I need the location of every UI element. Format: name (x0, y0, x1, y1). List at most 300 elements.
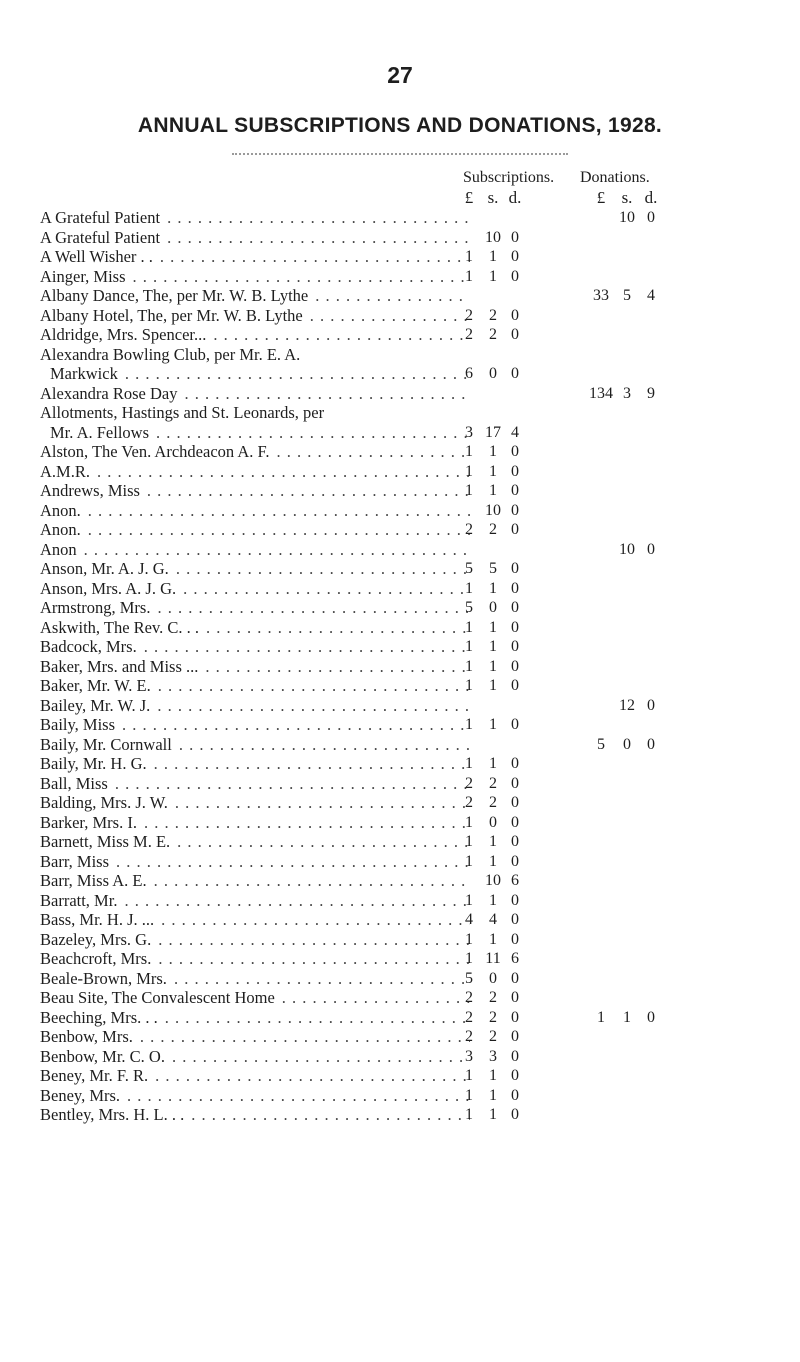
entry-name (40, 208, 470, 228)
subscription-shillings: 10 (485, 872, 501, 889)
entry-name-label: Alexandra Rose Day (40, 384, 182, 404)
subscription-pence: 0 (511, 755, 519, 772)
donation-pence (636, 462, 666, 482)
subscription-pounds: 1 (465, 638, 473, 655)
entry-name (40, 1105, 470, 1125)
entry-name (40, 715, 470, 735)
list-item (0, 520, 800, 540)
entry-name (40, 286, 470, 306)
entry-name-label: Baker, Mrs. and Miss ... (40, 657, 203, 677)
list-item (0, 676, 800, 696)
donation-pence (636, 325, 666, 345)
subscription-pounds: 3 (465, 1047, 473, 1065)
entry-name-label: Baily, Mr. H. G. (40, 754, 152, 774)
entry-name-label: Anon (40, 540, 82, 560)
subscription-pence: 0 (511, 794, 519, 811)
subscription-shillings: 10 (485, 228, 501, 246)
donation-pence (636, 228, 666, 248)
donation-pence: 0 (647, 1008, 655, 1026)
subscriptions-pence-unit: d. (508, 188, 522, 207)
subscription-shillings: 2 (489, 1008, 497, 1026)
subscription-pence: 0 (511, 774, 519, 792)
subscription-pounds: 2 (465, 989, 473, 1006)
entry-name-label: Baily, Miss (40, 715, 120, 735)
list-item (0, 910, 800, 930)
donation-shillings: 1 (623, 1008, 631, 1026)
entry-name-label: Bailey, Mr. W. J. (40, 696, 155, 716)
subscription-shillings: 2 (489, 794, 497, 811)
subscription-shillings: 0 (489, 969, 497, 987)
donation-pence (636, 637, 666, 657)
entry-name (40, 754, 470, 774)
donation-pence (636, 910, 666, 930)
subscription-pence: 0 (511, 599, 519, 616)
donation-pounds: 134 (589, 384, 613, 402)
subscription-shillings: 1 (489, 852, 497, 870)
subscription-pence: 0 (511, 1008, 519, 1026)
subscription-pence: 0 (511, 1086, 519, 1104)
subscription-pounds: 5 (465, 969, 473, 987)
entry-name-label: Benbow, Mrs. (40, 1027, 138, 1047)
entry-name (40, 559, 470, 579)
subscription-pounds: 1 (465, 852, 473, 870)
subscription-shillings: 17 (485, 423, 501, 441)
list-item (0, 657, 800, 677)
entry-name (40, 579, 470, 599)
entry-name-label: Anon. (40, 520, 86, 540)
subscription-pence: 0 (511, 716, 519, 733)
subscription-pounds: 1 (465, 1086, 473, 1104)
entry-name (40, 247, 470, 267)
donation-shillings: 12 (619, 696, 635, 714)
entry-name (40, 1086, 470, 1106)
subscriptions-pounds-unit: £ (464, 188, 474, 207)
subscription-shillings: 2 (489, 989, 497, 1006)
donation-pence (636, 676, 666, 696)
list-item (0, 247, 800, 267)
entry-name-label: Anson, Mrs. A. J. G. (40, 579, 181, 599)
subscription-shillings: 1 (489, 618, 497, 636)
donation-pence (636, 969, 666, 989)
entry-name-label: Bentley, Mrs. H. L. . . (40, 1105, 189, 1125)
list-item (0, 462, 800, 482)
entry-name (40, 813, 470, 833)
list-item (0, 423, 800, 443)
subscription-shillings: 2 (489, 326, 497, 343)
subscription-pounds: 1 (465, 813, 473, 831)
entry-name (40, 988, 470, 1008)
donation-pence (636, 871, 666, 891)
subscription-pounds: 1 (465, 443, 473, 460)
subscription-shillings: 0 (489, 813, 497, 831)
list-item (0, 384, 800, 404)
entry-name-label: Bazeley, Mrs. G. (40, 930, 156, 950)
entry-name-label: A Grateful Patient (40, 228, 165, 248)
donation-pence (636, 930, 666, 950)
subscription-pounds: 1 (465, 618, 473, 636)
subscription-pence: 0 (511, 462, 519, 480)
entry-name (40, 891, 470, 911)
subscription-pence: 0 (511, 365, 519, 382)
subscription-shillings: 1 (489, 1067, 497, 1084)
entry-name (40, 949, 470, 969)
subscription-pence: 0 (511, 969, 519, 987)
subscription-shillings: 1 (489, 833, 497, 850)
list-item (0, 403, 800, 423)
entry-name-label: Beachcroft, Mrs. (40, 949, 156, 969)
list-item (0, 793, 800, 813)
list-item (0, 598, 800, 618)
entry-name (40, 832, 470, 852)
list-item (0, 540, 800, 560)
donation-pence (636, 306, 666, 326)
entry-name-label: Andrews, Miss (40, 481, 145, 501)
donations-pounds-unit: £ (596, 188, 606, 207)
list-item (0, 208, 800, 228)
donation-pence: 0 (647, 540, 655, 558)
subscription-pence: 0 (511, 579, 519, 597)
subscription-shillings: 4 (489, 911, 497, 928)
subscription-pounds: 2 (465, 774, 473, 792)
donation-pence (636, 423, 666, 443)
subscription-pounds: 1 (465, 950, 473, 967)
list-item (0, 1027, 800, 1047)
list-item (0, 267, 800, 287)
entry-name-label: Beney, Mrs. (40, 1086, 125, 1106)
list-item (0, 481, 800, 501)
subscription-shillings: 1 (489, 579, 497, 597)
subscriptions-column-header: Subscriptions. (463, 169, 555, 186)
donation-pence (636, 579, 666, 599)
subscription-shillings: 1 (489, 443, 497, 460)
entry-name-label: Allotments, Hastings and St. Leonards, per (40, 403, 329, 422)
subscription-pounds: 1 (465, 657, 473, 675)
subscription-pounds: 1 (465, 579, 473, 597)
list-item (0, 969, 800, 989)
subscription-pence (500, 403, 530, 423)
list-item (0, 364, 800, 384)
entry-name (40, 267, 470, 287)
donation-pence (636, 618, 666, 638)
list-item (0, 306, 800, 326)
donation-pence (636, 715, 666, 735)
subscription-shillings: 1 (489, 1086, 497, 1104)
entry-name-label: Beney, Mr. F. R. (40, 1066, 153, 1086)
subscription-shillings: 2 (489, 1028, 497, 1045)
list-item (0, 988, 800, 1008)
subscription-pence: 0 (511, 657, 519, 675)
list-item (0, 228, 800, 248)
entry-name-label: Barr, Miss (40, 852, 114, 872)
entry-name-label: Barratt, Mr. (40, 891, 122, 911)
entry-name (40, 696, 470, 716)
subscription-pounds: 2 (465, 794, 473, 811)
entry-name-label: A.M.R. (40, 462, 95, 482)
title-divider (232, 153, 568, 155)
subscription-pounds: 4 (465, 911, 473, 928)
subscription-shillings: 1 (489, 638, 497, 655)
page-title: ANNUAL SUBSCRIPTIONS AND DONATIONS, 1928. (137, 114, 663, 137)
entry-name (40, 793, 470, 813)
entry-name-label: Balding, Mrs. J. W. (40, 793, 173, 813)
list-item (0, 618, 800, 638)
entry-name (40, 637, 470, 657)
entry-name (40, 481, 470, 501)
subscription-shillings: 1 (489, 248, 497, 265)
donation-pence: 4 (647, 287, 655, 304)
entry-name-label: A Well Wisher . . (40, 247, 158, 267)
donation-pence (636, 832, 666, 852)
donation-pence (636, 481, 666, 501)
list-item (0, 735, 800, 755)
list-item (0, 754, 800, 774)
donation-pence (636, 1086, 666, 1106)
donation-pounds: 1 (597, 1008, 605, 1026)
donation-pence (636, 1027, 666, 1047)
entry-name-label: Beeching, Mrs. . . (40, 1008, 163, 1028)
entry-name (40, 462, 470, 482)
entry-name (40, 364, 470, 384)
donation-pence (636, 403, 666, 423)
subscription-pounds: 1 (465, 482, 473, 499)
donation-pence (636, 364, 666, 384)
subscription-shillings: 1 (489, 677, 497, 694)
entry-name (40, 910, 470, 930)
subscription-shillings: 3 (489, 1047, 497, 1065)
donation-pence (636, 657, 666, 677)
entry-name-label: Ainger, Miss (40, 267, 131, 287)
entry-name-label: A Grateful Patient (40, 208, 165, 228)
subscription-pence: 0 (511, 443, 519, 460)
subscription-pence: 0 (511, 521, 519, 538)
donation-pence (636, 774, 666, 794)
entry-name (40, 384, 470, 404)
entry-name-label: Markwick (40, 364, 123, 384)
entry-name (40, 618, 470, 638)
subscription-pence: 6 (511, 872, 519, 889)
donation-pence (636, 813, 666, 833)
entry-name-label: Bass, Mr. H. J. ... (40, 910, 159, 930)
subscription-pounds: 2 (465, 521, 473, 538)
subscription-pence: 0 (511, 852, 519, 870)
subscription-pounds: 1 (465, 716, 473, 733)
entry-name (40, 228, 470, 248)
entry-name-label: Benbow, Mr. C. O. (40, 1047, 170, 1067)
subscription-shillings: 1 (489, 891, 497, 909)
donations-shillings-unit: s. (621, 188, 633, 207)
list-item (0, 930, 800, 950)
donation-pence (636, 559, 666, 579)
entry-name-label: Mr. A. Fellows (40, 423, 154, 443)
subscription-shillings: 1 (489, 462, 497, 480)
entry-name-label: Beau Site, The Convalescent Home (40, 988, 280, 1008)
donation-shillings: 5 (623, 287, 631, 304)
entries-list (0, 208, 800, 1125)
subscription-pence (500, 384, 530, 404)
subscription-pence: 4 (511, 423, 519, 441)
list-item (0, 286, 800, 306)
subscription-pence: 0 (511, 248, 519, 265)
entry-name (40, 1066, 470, 1086)
subscription-pence: 0 (511, 618, 519, 636)
subscription-pounds: 2 (465, 1008, 473, 1026)
entry-name-label: Barnett, Miss M. E. (40, 832, 175, 852)
entry-name-label: Alston, The Ven. Archdeacon A. F. (40, 442, 275, 462)
subscription-pence: 6 (511, 950, 519, 967)
donation-shillings: 10 (619, 209, 635, 226)
donation-pence: 9 (647, 384, 655, 402)
subscription-pounds: 2 (465, 306, 473, 324)
list-item (0, 871, 800, 891)
donation-pence (636, 267, 666, 287)
subscription-pounds: 1 (465, 462, 473, 480)
subscription-pence: 0 (511, 560, 519, 577)
subscription-pounds: 3 (465, 423, 473, 441)
donation-shillings: 0 (623, 735, 631, 753)
subscription-pounds: 1 (465, 930, 473, 948)
entry-name-label: Aldridge, Mrs. Spencer... (40, 325, 211, 345)
donation-pence (636, 793, 666, 813)
subscription-pence: 0 (511, 677, 519, 694)
subscription-pounds: 1 (465, 755, 473, 772)
subscription-pence: 0 (511, 306, 519, 324)
entry-name-label: Anon. (40, 501, 86, 521)
list-item (0, 1008, 800, 1028)
subscription-pence: 0 (511, 911, 519, 928)
subscription-pence: 0 (511, 989, 519, 1006)
entry-name-label: Albany Dance, The, per Mr. W. B. Lythe (40, 286, 313, 306)
subscription-pence (500, 696, 530, 716)
subscription-shillings: 1 (489, 657, 497, 675)
entry-name-label: Barker, Mrs. I. (40, 813, 142, 833)
list-item (0, 696, 800, 716)
donation-pence (636, 345, 666, 365)
entry-name (40, 306, 470, 326)
entry-name-label: Badcock, Mrs. (40, 637, 142, 657)
donation-shillings: 10 (619, 540, 635, 558)
subscription-pounds: 1 (465, 833, 473, 850)
entry-name (40, 403, 470, 423)
subscription-shillings: 2 (489, 306, 497, 324)
donation-pence (636, 1066, 666, 1086)
entry-name (40, 735, 470, 755)
subscription-shillings: 1 (489, 716, 497, 733)
list-item (0, 813, 800, 833)
entry-name (40, 520, 470, 540)
list-item (0, 852, 800, 872)
subscription-pence: 0 (511, 930, 519, 948)
entry-name-label: Ball, Miss (40, 774, 113, 794)
entry-name-label: Beale-Brown, Mrs. (40, 969, 172, 989)
subscriptions-shillings-unit: s. (487, 188, 499, 207)
subscription-shillings: 1 (489, 267, 497, 285)
entry-name (40, 1027, 470, 1047)
subscription-pounds: 5 (465, 599, 473, 616)
subscription-shillings: 1 (489, 930, 497, 948)
list-item (0, 774, 800, 794)
donation-pence (636, 988, 666, 1008)
donation-pounds: 5 (597, 735, 605, 753)
subscription-pence: 0 (511, 1047, 519, 1065)
list-item (0, 1047, 800, 1067)
donation-pence: 0 (647, 209, 655, 226)
entry-name (40, 345, 470, 365)
entry-name (40, 871, 470, 891)
subscription-pence (500, 286, 530, 306)
list-item (0, 832, 800, 852)
list-item (0, 715, 800, 735)
subscription-pounds: 1 (465, 677, 473, 694)
subscription-pounds: 2 (465, 326, 473, 343)
list-item (0, 949, 800, 969)
subscription-shillings: 1 (489, 755, 497, 772)
entry-name (40, 442, 470, 462)
subscription-pounds: 1 (465, 267, 473, 285)
entry-name (40, 598, 470, 618)
donation-pence (636, 247, 666, 267)
list-item (0, 442, 800, 462)
entry-name (40, 501, 470, 521)
list-item (0, 501, 800, 521)
entry-name (40, 423, 470, 443)
donation-pence (636, 754, 666, 774)
donation-pence (636, 1047, 666, 1067)
entry-name-label: Armstrong, Mrs. (40, 598, 155, 618)
subscription-pence: 0 (511, 1067, 519, 1084)
subscription-pence (500, 540, 530, 560)
entry-name-label: Baker, Mr. W. E. (40, 676, 156, 696)
donation-pence (636, 949, 666, 969)
subscription-pounds: 1 (465, 1106, 473, 1123)
entry-name (40, 540, 470, 560)
donation-shillings: 3 (623, 384, 631, 402)
subscription-pounds: 6 (465, 365, 473, 382)
entry-name-label: Baily, Mr. Cornwall (40, 735, 177, 755)
subscription-shillings: 1 (489, 1106, 497, 1123)
subscription-pence: 0 (511, 501, 519, 519)
entry-name (40, 325, 470, 345)
subscription-pence: 0 (511, 1106, 519, 1123)
entry-name-label: Alexandra Bowling Club, per Mr. E. A. (40, 345, 305, 364)
subscription-pence: 0 (511, 891, 519, 909)
list-item (0, 1066, 800, 1086)
donations-column-header: Donations. (580, 169, 650, 186)
entry-name (40, 657, 470, 677)
subscription-pence: 0 (511, 813, 519, 831)
subscription-pence: 0 (511, 326, 519, 343)
subscription-shillings: 11 (485, 950, 501, 967)
donation-pence (636, 1105, 666, 1125)
subscription-shillings: 1 (489, 482, 497, 499)
subscription-pounds: 2 (465, 1028, 473, 1045)
subscription-pounds: 1 (465, 1067, 473, 1084)
entry-name-label: Anson, Mr. A. J. G. (40, 559, 174, 579)
entry-name (40, 774, 470, 794)
entry-name (40, 676, 470, 696)
entry-name-label: Barr, Miss A. E. (40, 871, 152, 891)
list-item (0, 891, 800, 911)
subscription-pence: 0 (511, 833, 519, 850)
subscription-pounds: 1 (465, 891, 473, 909)
donation-pence (636, 852, 666, 872)
subscription-pence: 0 (511, 1028, 519, 1045)
donation-pounds: 33 (593, 287, 609, 304)
list-item (0, 345, 800, 365)
subscription-pence: 0 (511, 638, 519, 655)
entry-name-label: Askwith, The Rev. C. . . (40, 618, 204, 638)
subscription-pence: 0 (511, 228, 519, 246)
entry-name (40, 852, 470, 872)
